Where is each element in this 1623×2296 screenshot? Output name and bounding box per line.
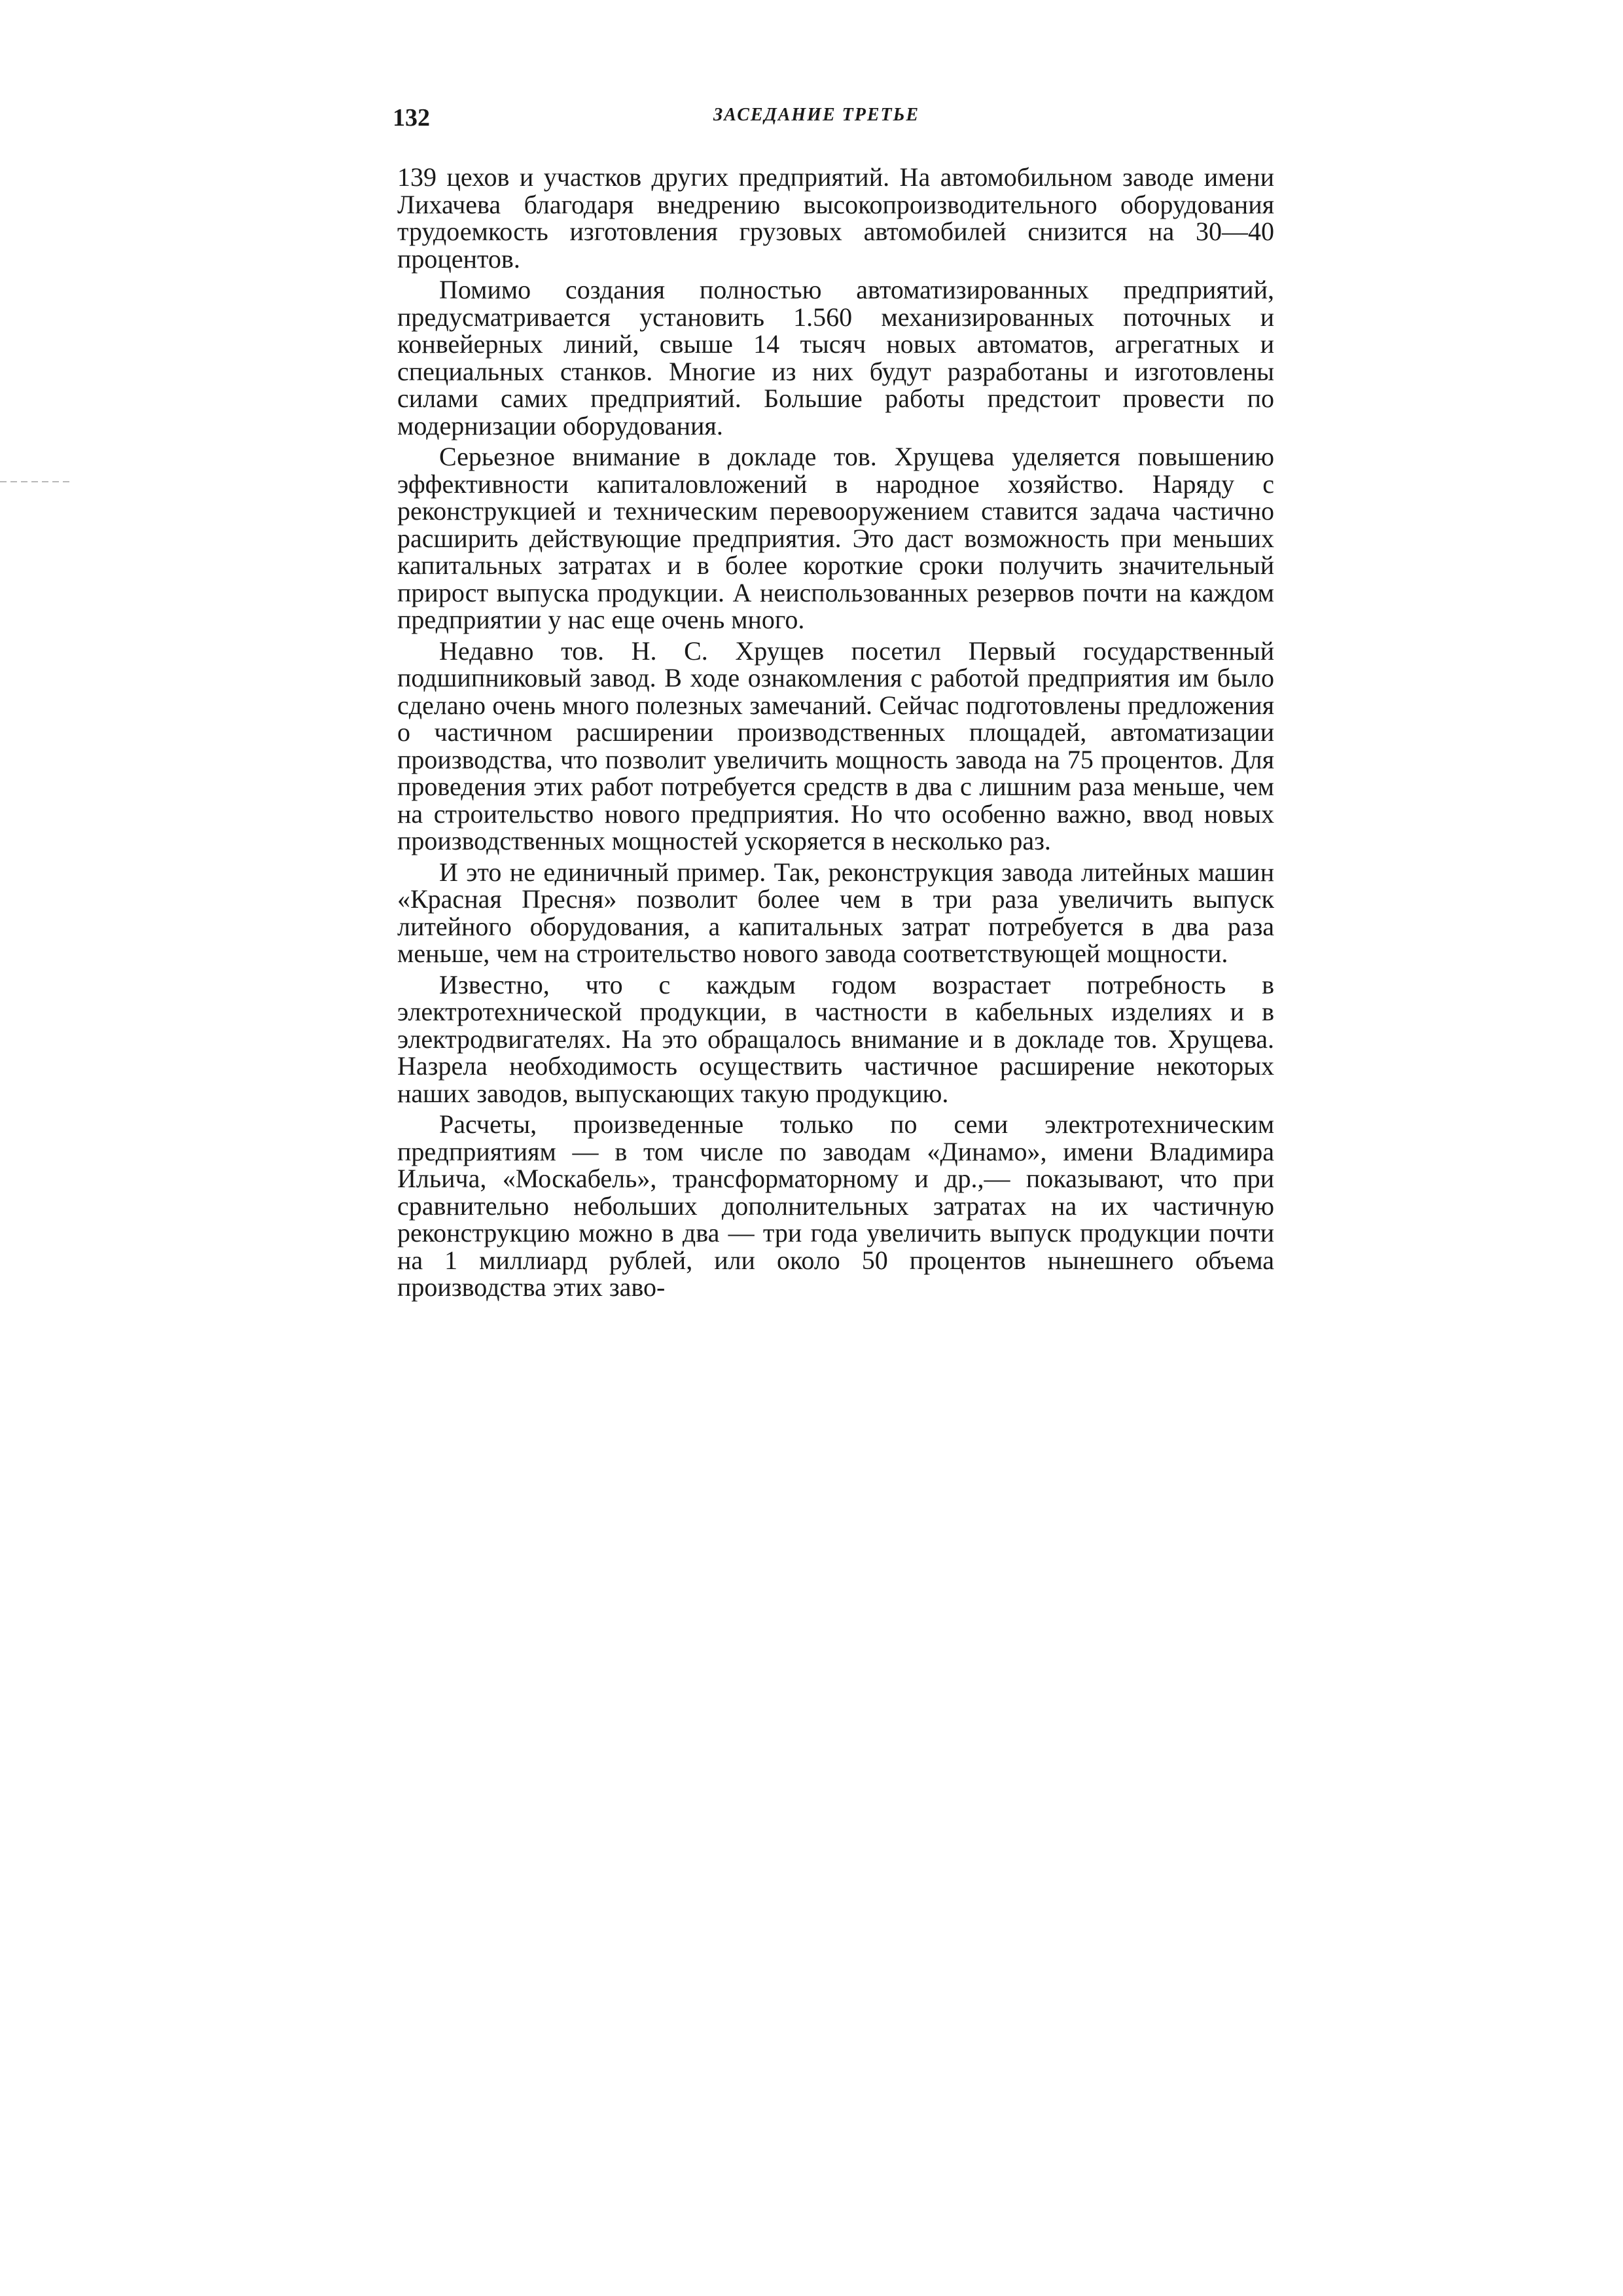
running-title: ЗАСЕДАНИЕ ТРЕТЬЕ [713,105,920,125]
paragraph: Расчеты, произведенные только по семи электротехническим предприятиям — в том числе по заводам «Динамо», имени Владимира Ильича, «Москабель», трансформаторному и др.,— показывают, что при сравнительно небольших дополнительных затратах на их частичную реконструкцию можно в два — три года увеличить выпуск продукции почти на 1 миллиард рублей, или около 50 процентов нынешнего объема производства этих заво- [397,1109,1274,1302]
body-text [397,164,1274,1305]
paragraph: Известно, что с каждым годом возрастает потребность в электротехнической продукции, в частности в кабельных изделиях и в электродвигателях. На это обращалось внимание и в докладе тов. Хрущева. Назрела необходимость осуществить частичное расширение некоторых наших заводов, выпускающих такую продукцию. [397,969,1274,1108]
paragraph: И это не единичный пример. Так, реконструкция завода литейных машин «Красная Пресня» позволит более чем в три раза увеличить выпуск литейного оборудования, а капитальных затрат потребуется в два раза меньше, чем на строительство нового завода соответствующей мощности. [397,857,1274,968]
scan-margin-mark [0,481,72,482]
running-head [393,98,1273,137]
page-number: 132 [393,104,430,132]
paragraph: 139 цехов и участков других предприятий. На автомобильном заводе имени Лихачева благодаря внедрению высокопроизводительного оборудования трудоемкость изготовления грузовых автомобилей снизится на 30—40 процентов. [397,162,1274,274]
paragraph: Недавно тов. Н. С. Хрущев посетил Первый государственный подшипниковый завод. В ходе ознакомления с работой предприятия им было сделано очень много полезных замечаний. Сейчас подготовлены предложения о частичном расширении производственных площадей, автоматизации производства, что позволит увеличить мощность завода на 75 процентов. Для проведения этих работ потребуется средств в два с лишним раза меньше, чем на строительство нового предприятия. Но что особенно важно, ввод новых производственных мощностей ускоряется в несколько раз. [397,636,1274,855]
paragraph: Серьезное внимание в докладе тов. Хрущева уделяется повышению эффективности капиталовложений в народное хозяйство. Наряду с реконструкцией и техническим перевооружением ставится задача частично расширить действующие предприятия. Это даст возможность при меньших капитальных затратах и в более короткие сроки получить значительный прирост выпуска продукции. А неиспользованных резервов почти на каждом предприятии у нас еще очень много. [397,442,1274,634]
paragraph: Помимо создания полностью автоматизированных предприятий, предусматривается установить 1.560 механизированных поточных и конвейерных линий, свыше 14 тысяч новых автоматов, агрегатных и специальных станков. Многие из них будут разработаны и изготовлены силами самих предприятий. Большие работы предстоит провести по модернизации оборудования. [397,275,1274,440]
